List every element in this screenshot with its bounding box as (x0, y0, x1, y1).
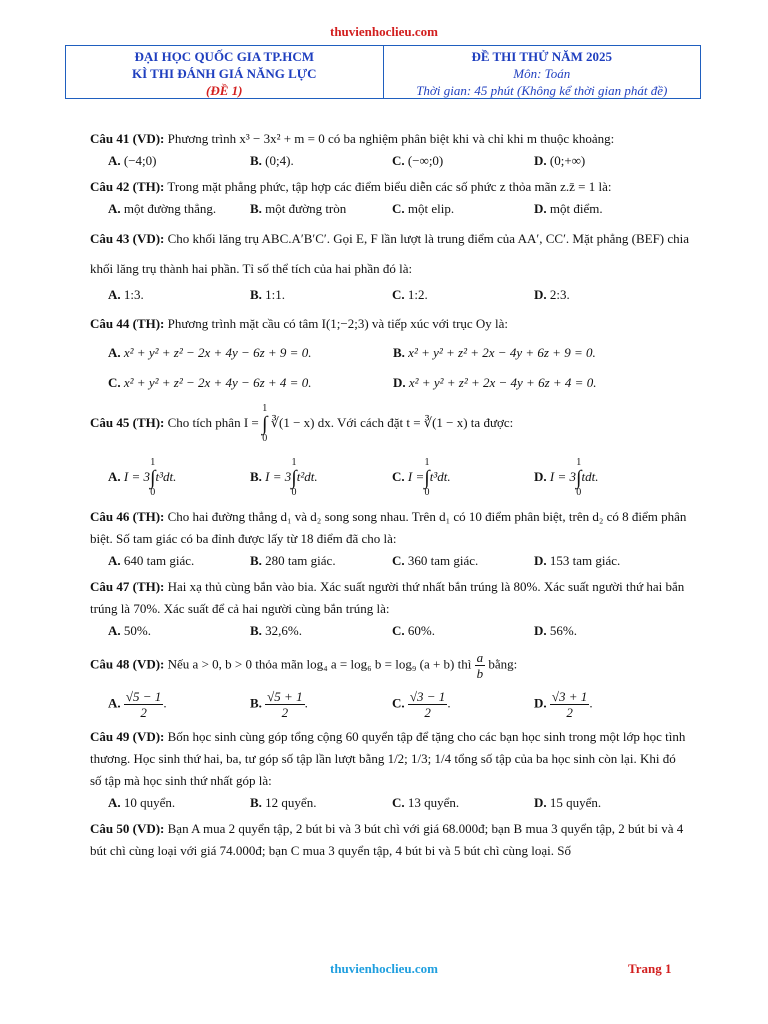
options-46 (90, 550, 690, 572)
options-44-row2 (90, 372, 690, 394)
option-c: C. 1:2. (392, 287, 428, 302)
exam-header (65, 45, 701, 99)
option-d: D. một điểm. (534, 201, 603, 216)
question-43: Câu 43 (VD): Cho khối lăng trụ ABC.A′B′C′. Gọi E, F lần lượt là trung điểm của AA′, CC′. Mặt phẳng (BEF) chia khối lăng trụ thành hai phần. Tỉ số thể tích của hai phần đó là: (90, 231, 690, 276)
question-text: Phương trình x³ − 3x² + m = 0 có ba nghiệm phân biệt khi và chỉ khi m thuộc khoảng: (167, 131, 615, 146)
option-d: D. 153 tam giác. (534, 553, 621, 568)
options-41 (90, 150, 690, 172)
option-a: A. 10 quyển. (108, 795, 176, 810)
exam-name: KÌ THI ĐÁNH GIÁ NĂNG LỰC (131, 66, 317, 81)
integral-symbol: 1 ∫ 0 (262, 403, 268, 444)
options-45 (90, 458, 690, 498)
header-left (66, 46, 384, 98)
option-c: C. I =1 ∫ 0t³dt. (392, 457, 451, 498)
option-b: B. 32,6%. (250, 623, 303, 638)
option-a: A. 1:3. (108, 287, 144, 302)
option-a: A. x² + y² + z² − 2x + 4y − 6z + 9 = 0. (108, 345, 312, 360)
option-b: B. (0;4). (250, 153, 294, 168)
option-c: C. một elip. (392, 201, 455, 216)
page-number: Trang 1 (628, 961, 672, 976)
option-c: C. 13 quyển. (392, 795, 460, 810)
option-d: D. 56%. (534, 623, 577, 638)
option-d: D. x² + y² + z² + 2x − 4y + 6z + 4 = 0. (393, 375, 597, 390)
question-50: Câu 50 (VD): Bạn A mua 2 quyển tập, 2 bút bi và 3 bút chì với giá 68.000đ; bạn B mua 3 quyển tập, 2 bút bi và 4 bút chì cùng loại với giá 74.000đ; bạn C mua 3 quyển tập, 4 bút bi và 5 bút chì cùng loại. Số (90, 821, 684, 858)
question-47: Câu 47 (TH): Hai xạ thủ cùng bắn vào bia. Xác suất người thứ nhất bắn trúng là 80%. Xác suất người thứ hai bắn trúng là 70%. Xác suất để cả hai người cùng bắn trúng là: (90, 579, 685, 616)
question-48: Câu 48 (VD): Nếu a > 0, b > 0 thỏa mãn log₄ a = log₆ b = log₉ (a + b) thì $\frac{a}{b}$ bằng: (90, 650, 518, 681)
option-d: D. 2:3. (534, 287, 570, 302)
footer-site-link[interactable]: thuvienhoclieu.com (330, 961, 438, 976)
option-a: A. (−4;0) (108, 153, 157, 168)
option-a: A. $\frac{√5 - 1}{2}$ . (108, 689, 167, 720)
header-right (384, 46, 701, 98)
option-a: A. 640 tam giác. (108, 553, 195, 568)
option-c: C. 360 tam giác. (392, 553, 479, 568)
question-list (90, 128, 690, 862)
question-45: Câu 45 (TH): Cho tích phân I = 1 ∫ 0 ∛(1 − x) dx. Với cách đặt t = ∛(1 − x) ta được: (90, 403, 514, 444)
time-limit: Thời gian: 45 phút (Không kể thời gian phát đề) (416, 83, 668, 98)
options-47 (90, 620, 690, 642)
option-b: B. 12 quyển. (250, 795, 317, 810)
option-c: C. 60%. (392, 623, 435, 638)
option-c: C. (−∞;0) (392, 153, 444, 168)
option-b: B. x² + y² + z² + 2x − 4y + 6z + 9 = 0. (393, 345, 596, 360)
options-44-row1 (90, 342, 690, 364)
option-b: B. I = 31 ∫ 0t²dt. (250, 457, 318, 498)
question-46: Câu 46 (TH): Cho hai đường thẳng d₁ và d₂ song song nhau. Trên d₁ có 10 điểm phân biệt, trên d₂ có 8 điểm phân biệt. Số tam giác có ba đỉnh được lấy từ 18 điểm đã cho là: (90, 509, 687, 546)
question-44: Câu 44 (TH): Phương trình mặt cầu có tâm I(1;−2;3) và tiếp xúc với trục Oy là: (90, 316, 509, 331)
question-42: Câu 42 (TH): Trong mặt phẳng phức, tập hợp các điểm biểu diễn các số phức z thỏa mãn z.z̄ = 1 là: (90, 179, 612, 194)
option-b: B. một đường tròn (250, 201, 347, 216)
option-c: C. $\frac{√3 - 1}{2}$ . (392, 689, 451, 720)
option-b: B. 280 tam giác. (250, 553, 336, 568)
question-41 (90, 128, 690, 150)
option-b: B. $\frac{√5 + 1}{2}$ . (250, 689, 308, 720)
option-b: B. 1:1. (250, 287, 286, 302)
option-c: C. x² + y² + z² − 2x + 4y − 6z + 4 = 0. (108, 375, 312, 390)
option-d: D. I = 31 ∫ 0tdt. (534, 457, 599, 498)
subject: Môn: Toán (513, 66, 571, 81)
site-header-link[interactable]: thuvienhoclieu.com (330, 24, 438, 39)
exam-code: (ĐỀ 1) (206, 83, 243, 98)
exam-title: ĐỀ THI THỬ NĂM 2025 (471, 49, 613, 64)
options-42 (90, 198, 690, 220)
option-a: A. I = 31 ∫ 0t³dt. (108, 457, 177, 498)
options-43 (90, 284, 690, 306)
question-49: Câu 49 (VD): Bốn học sinh cùng góp tổng cộng 60 quyển tập để tặng cho các bạn học sinh trong một lớp học tình thương. Học sinh thứ hai, ba, tư góp số tập lần lượt bằng 1/2; 1/3; 1/4 tổng số tập của ba học sinh còn lại. Khi đó số tập mà học sinh thứ nhất góp là: (90, 729, 686, 788)
fraction-a-over-b: $\frac{a}{b}$ (476, 650, 484, 681)
question-label: Câu 41 (VD): (90, 131, 165, 146)
option-d: D. 15 quyển. (534, 795, 602, 810)
options-49 (90, 792, 690, 814)
option-d: D. (0;+∞) (534, 153, 586, 168)
option-a: A. 50%. (108, 623, 151, 638)
option-a: A. một đường thẳng. (108, 201, 217, 216)
university-name: ĐẠI HỌC QUỐC GIA TP.HCM (134, 49, 314, 64)
option-d: D. $\frac{√3 + 1}{2}$ . (534, 689, 593, 720)
options-48 (90, 689, 690, 720)
